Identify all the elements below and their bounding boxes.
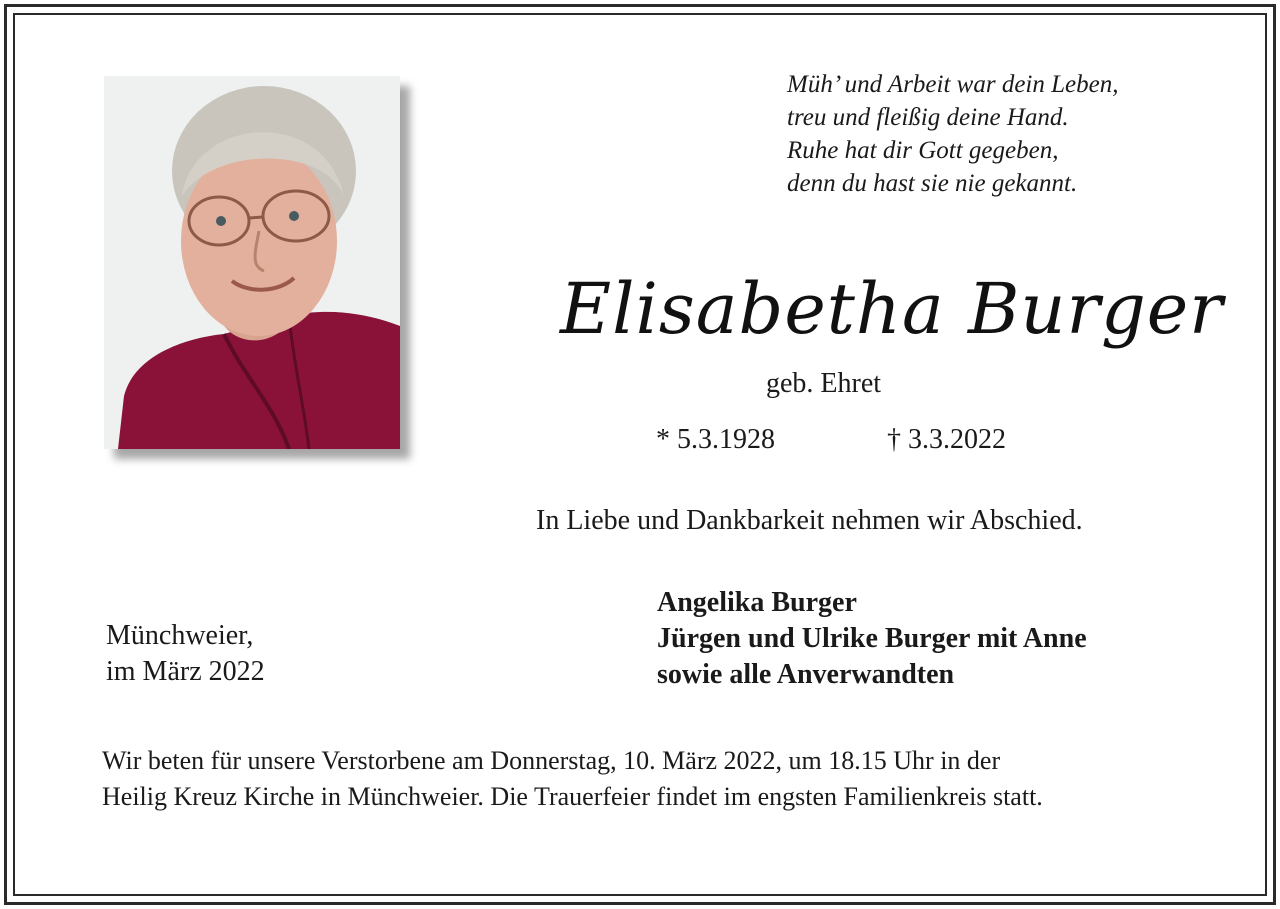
- mourner-line: Jürgen und Ulrike Burger mit Anne: [657, 623, 1087, 654]
- poem: [787, 68, 1118, 200]
- poem-line: Müh’ und Arbeit war dein Leben,: [787, 71, 1119, 98]
- death-date: † 3.3.2022: [887, 424, 1006, 455]
- portrait-photo: [104, 76, 400, 449]
- farewell-text: In Liebe und Dankbarkeit nehmen wir Abschied.: [536, 505, 1083, 536]
- mourners-list: [657, 585, 1087, 693]
- service-line: Heilig Kreuz Kirche in Münchweier. Die Trauerfeier findet im engsten Familienkreis statt.: [102, 782, 1043, 811]
- mourner-line: sowie alle Anverwandten: [657, 659, 955, 690]
- deceased-name: Elisabetha Burger: [560, 268, 1224, 350]
- mourner-line: Angelika Burger: [657, 587, 857, 618]
- service-line: Wir beten für unsere Verstorbene am Donnerstag, 10. März 2022, um 18.15 Uhr in der: [102, 746, 1001, 775]
- maiden-name: geb. Ehret: [766, 368, 882, 399]
- poem-line: treu und fleißig deine Hand.: [787, 104, 1069, 131]
- service-notice: [102, 743, 1043, 815]
- poem-line: denn du hast sie nie gekannt.: [787, 170, 1078, 197]
- date-line: im März 2022: [106, 656, 265, 687]
- place-date: [106, 618, 265, 690]
- poem-line: Ruhe hat dir Gott gegeben,: [787, 137, 1059, 164]
- birth-date: * 5.3.1928: [656, 424, 775, 455]
- place-line: Münchweier,: [106, 620, 254, 651]
